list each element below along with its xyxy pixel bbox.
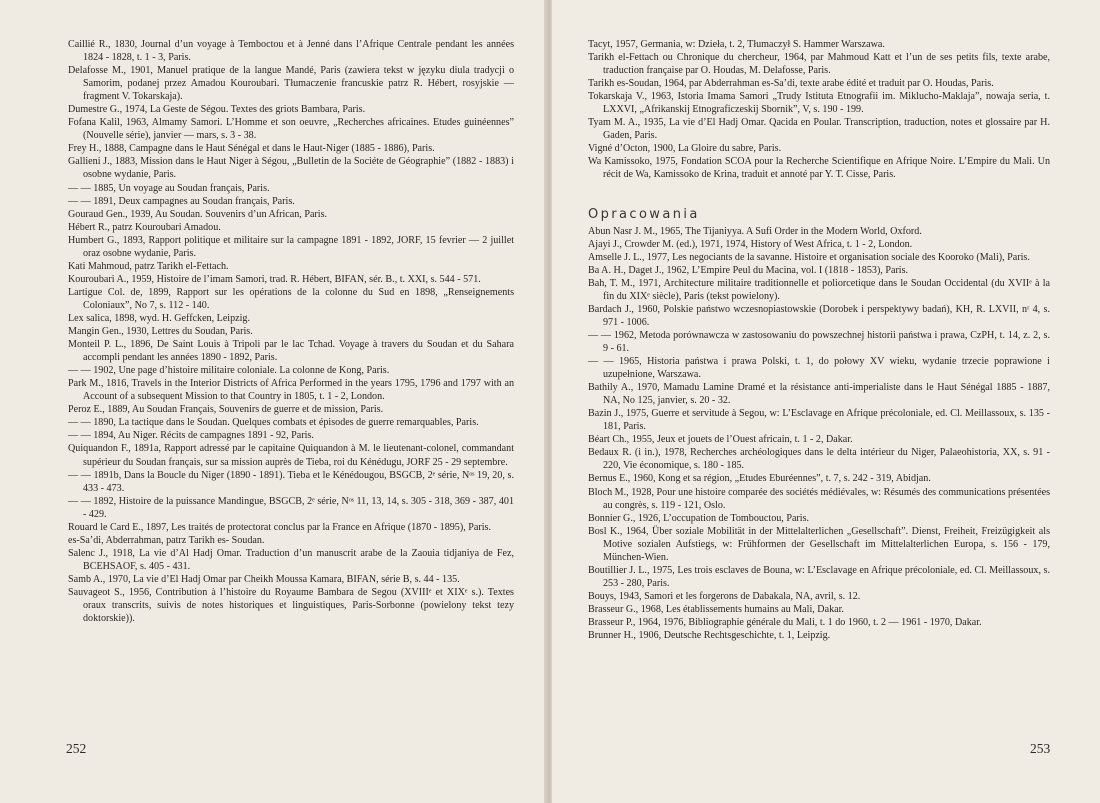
bibliography-entry: Abun Nasr J. M., 1965, The Tijaniyya. A Sufi Order in the Modern World, Oxford. <box>588 225 922 237</box>
bibliography-entry: Kouroubari A., 1959, Histoire de l’imam Samori, trad. R. Hébert, BIFAN, sér. B., t. XXI, s. 544 - 571. <box>68 273 481 285</box>
bibliography-entry: Peroz E., 1889, Au Soudan Français, Souvenirs de guerre et de mission, Paris. <box>68 404 384 416</box>
bibliography-entry: Bernus E., 1960, Kong et sa région, „Etudes Eburéennes”, t. 7, s. 242 - 319, Abidjan. <box>588 473 931 485</box>
bibliography-entry: Park M., 1816, Travels in the Interior Districts of Africa Performed in the years 1795, 1796 and 1797 with an Account of a subsequent Mission to that Country in 1805, t. 1 - 2, London. <box>68 378 514 403</box>
bibliography-entry: Quiquandon F., 1891a, Rapport adressé par le capitaine Quiquandon à M. le lieutenant-colonel, commandant supérieur du Soudan français, sur sa mission auprès de Tieba, roi du Kénédugu, JORF 25 - 29 septembre. <box>68 443 514 468</box>
bibliography-entry: Lex salica, 1898, wyd. H. Geffcken, Leipzig. <box>68 312 251 324</box>
bibliography-entry: es-Sa’di, Abderrahman, patrz Tarikh es- Soudan. <box>68 534 265 546</box>
bibliography-entry: Delafosse M., 1901, Manuel pratique de la langue Mandé, Paris (zawiera tekst w języku diula tradycji o Samorim, podanej przez Amadou Kouroubari. Tłumaczenie francuskie patrz R. Hébert, rosyjskie — fragment V. Tokarskaja). <box>68 65 514 103</box>
bibliography-entry: Samb A., 1970, La vie d’El Hadj Omar par Cheikh Moussa Kamara, BIFAN, série B, s. 44 - 135. <box>68 573 460 585</box>
bibliography-entry: Frey H., 1888, Campagne dans le Haut Sénégal et dans le Haut-Niger (1885 - 1886), Paris. <box>68 143 435 155</box>
bibliography-entry: Bathily A., 1970, Mamadu Lamine Dramé et la résistance anti-imperialiste dans le Haut Sénégal 1885 - 1887, NA, No 125, janvier, s. 20 - 32. <box>588 382 1050 407</box>
bibliography-entry: Tyam M. A., 1935, La vie d’El Hadj Omar. Qacida en Poular. Transcription, traduction, notes et glossaire par H. Gaden, Paris. <box>588 117 1050 142</box>
bibliography-entry: Kati Mahmoud, patrz Tarikh el-Fettach. <box>68 260 229 272</box>
left-bibliography-list <box>68 38 514 625</box>
bibliography-entry: — — 1902, Une page d’histoire militaire coloniale. La colonne de Kong, Paris. <box>68 365 390 377</box>
bibliography-entry: Fofana Kalil, 1963, Almamy Samori. L’Homme et son oeuvre, „Recherches africaines. Etudes guinéennes” (Nouvelle série), janvier — mars, s. 3 - 38. <box>68 117 514 142</box>
right-studies-list <box>588 225 1050 643</box>
bibliography-entry: Rouard le Card E., 1897, Les traités de protectorat conclus par la France en Afrique (1870 - 1895), Paris. <box>68 521 491 533</box>
section-heading: Opracowania <box>588 206 700 222</box>
right-page <box>552 0 1100 803</box>
bibliography-entry: Humbert G., 1893, Rapport politique et militaire sur la campagne 1891 - 1892, JORF, 15 fevrier — 2 juillet oraz osobne wydanie, Paris. <box>68 234 514 259</box>
bibliography-entry: Lartigue Col. de, 1899, Rapport sur les opérations de la colonne du Sud en 1898, „Renseignements Coloniaux”, No 7, s. 112 - 140. <box>68 286 514 311</box>
bibliography-entry: Bardach J., 1960, Polskie państwo wczesnopiastowskie (Dorobek i perspektywy badań), KH, R. LXVII, nʳ 4, s. 971 - 1006. <box>588 303 1050 328</box>
bibliography-entry: Bazin J., 1975, Guerre et servitude à Segou, w: L’Esclavage en Afrique précoloniale, ed. Cl. Meillassoux, s. 135 - 181, Paris. <box>588 408 1050 433</box>
bibliography-entry: Bonnier G., 1926, L’occupation de Tombouctou, Paris. <box>588 512 810 524</box>
left-page <box>0 0 548 803</box>
bibliography-entry: Bosl K., 1964, Über soziale Mobilität in der Mittelalterlichen „Gesellschaft”. Dienst, Freiheit, Freizügigkeit als Motive sozialen Aufstiegs, w: Frühformen der Gesellschaft im Mittelalterlichen Europa, s. 156 - 179, München-Wien. <box>588 525 1050 563</box>
bibliography-entry: — — 1890, La tactique dans le Soudan. Quelques combats et épisodes de guerre remarquables, Paris. <box>68 417 479 429</box>
bibliography-entry: Bloch M., 1928, Pour une histoire comparée des sociétés médiévales, w: Résumés des communications présentées au congrès, s. 119 - 121, Oslo. <box>588 486 1050 511</box>
bibliography-entry: — — 1891b, Dans la Boucle du Niger (1890 - 1891). Tieba et le Kénédougou, BSGCB, 2ᵉ série, Nᵒˢ 19, 20, s. 433 - 473. <box>68 469 514 494</box>
bibliography-entry: Tarikh es-Soudan, 1964, par Abderrahman es-Sa’di, texte arabe édité et traduit par O. Houdas, Paris. <box>588 78 994 90</box>
bibliography-entry: Caillié R., 1830, Journal d’un voyage à Temboctou et à Jenné dans l’Afrique Centrale pendant les années 1824 - 1828, t. 1 - 3, Paris. <box>68 39 514 64</box>
bibliography-entry: Bouys, 1943, Samori et les forgerons de Dabakala, NA, avril, s. 12. <box>588 590 861 602</box>
bibliography-entry: Gouraud Gen., 1939, Au Soudan. Souvenirs d’un African, Paris. <box>68 208 328 220</box>
bibliography-entry: Dumestre G., 1974, La Geste de Ségou. Textes des griots Bambara, Paris. <box>68 104 366 116</box>
bibliography-entry: Gallieni J., 1883, Mission dans le Haut Niger à Ségou, „Bulletin de la Sociéte de Géographie” (1882 - 1883) i osobne wydanie, Paris. <box>68 156 514 181</box>
bibliography-entry: Wa Kamissoko, 1975, Fondation SCOA pour la Recherche Scientifique en Afrique Noire. L’Empire du Mali. Un récit de Wa, Kamissoko de Krina, traduit et annoté par Y. T. Cisse, Paris. <box>588 156 1050 181</box>
bibliography-entry: — — 1892, Histoire de la puissance Mandingue, BSGCB, 2ᵉ série, Nᵒˢ 11, 13, 14, s. 305 - 318, 369 - 387, 401 - 429. <box>68 495 514 520</box>
bibliography-entry: Brunner H., 1906, Deutsche Rechtsgeschichte, t. 1, Leipzig. <box>588 630 831 642</box>
bibliography-entry: Boutillier J. L., 1975, Les trois esclaves de Bouna, w: L’Esclavage en Afrique précoloniale, ed. Cl. Meillassoux, s. 253 - 280, Paris. <box>588 564 1050 589</box>
bibliography-entry: Bah, T. M., 1971, Architecture militaire traditionnelle et poliorcetique dans le Soudan Occidental (du XVIIᵉ à la fin du XIXᵉ siècle), Paris (tekst powielony). <box>588 277 1050 302</box>
right-sources-list <box>588 38 1050 182</box>
bibliography-entry: Brasseur P., 1964, 1976, Bibliographie générale du Mali, t. 1 do 1960, t. 2 — 1961 - 1970, Dakar. <box>588 616 982 628</box>
bibliography-entry: Amselle J. L., 1977, Les negociants de la savanne. Histoire et organisation sociale des Kooroko (Mali), Paris. <box>588 251 1030 263</box>
bibliography-entry: — — 1965, Historia państwa i prawa Polski, t. 1, do połowy XV wieku, wydanie trzecie poprawione i uzupełnione, Warszawa. <box>588 356 1050 381</box>
bibliography-entry: — — 1962, Metoda porównawcza w zastosowaniu do powszechnej historii państwa i prawa, CzPH, t. 14, z. 2, s. 9 - 61. <box>588 329 1050 354</box>
right-bibliography-column <box>588 38 1050 642</box>
bibliography-entry: — — 1891, Deux campagnes au Soudan français, Paris. <box>68 195 295 207</box>
bibliography-entry: Béart Ch., 1955, Jeux et jouets de l’Ouest africain, t. 1 - 2, Dakar. <box>588 434 853 446</box>
bibliography-entry: Mangin Gen., 1930, Lettres du Soudan, Paris. <box>68 326 253 338</box>
bibliography-entry: — — 1894, Au Niger. Récits de campagnes 1891 - 92, Paris. <box>68 430 314 442</box>
bibliography-entry: Bedaux R. (i in.), 1978, Recherches archéologiques dans le delta intérieur du Niger, Palaeohistoria, XX, s. 91 - 220, Vie économique, s. 180 - 185. <box>588 447 1050 472</box>
page-number-left: 252 <box>66 741 87 756</box>
bibliography-entry: Ajayi J., Crowder M. (ed.), 1971, 1974, History of West Africa, t. 1 - 2, London. <box>588 238 913 250</box>
bibliography-entry: Ba A. H., Daget J., 1962, L’Empire Peul du Macina, vol. I (1818 - 1853), Paris. <box>588 264 909 276</box>
bibliography-entry: Monteil P. L., 1896, De Saint Louis à Tripoli par le lac Tchad. Voyage à travers du Soudan et du Sahara accompli pendant les années 1890 - 1892, Paris. <box>68 339 514 364</box>
page-number-right: 253 <box>1030 741 1051 756</box>
bibliography-entry: Sauvageot S., 1956, Contribution à l’histoire du Royaume Bambara de Segou (XVIIIᵉ et XIXᵉ s.). Textes oraux transcrits, suivis de notes historiques et linguistiques, Paris-Sorbonne (powielony tekst tezy doktorskie)). <box>68 586 514 625</box>
bibliography-entry: Tacyt, 1957, Germania, w: Dzieła, t. 2, Tłumaczył S. Hammer Warszawa. <box>588 39 885 50</box>
bibliography-entry: Vigné d’Octon, 1900, La Gloire du sabre, Paris. <box>588 143 782 155</box>
bibliography-entry: — — 1885, Un voyage au Soudan français, Paris. <box>68 182 270 194</box>
bibliography-entry: Salenc J., 1918, La vie d’Al Hadj Omar. Traduction d’un manuscrit arabe de la Zaouia tidjaniya de Fez, BCEHSAOF, s. 405 - 431. <box>68 547 514 572</box>
bibliography-entry: Brasseur G., 1968, Les établissements humains au Mali, Dakar. <box>588 603 844 615</box>
bibliography-entry: Tarikh el-Fettach ou Chronique du chercheur, 1964, par Mahmoud Katt et l’un de ses petits fils, texte arabe, traduction française par O. Houdas, M. Delafosse, Paris. <box>588 52 1050 77</box>
bibliography-entry: Tokarskaja V., 1963, Istoria Imama Samori „Trudy Istituta Etnografii im. Miklucho-Maklaja”, nowaja seria, t. LXXVI, „Afrikanskij Etnograficzeskij Sbornik”, V, s. 190 - 199. <box>588 91 1050 116</box>
bibliography-entry: Hébert R., patrz Kouroubari Amadou. <box>68 221 221 233</box>
